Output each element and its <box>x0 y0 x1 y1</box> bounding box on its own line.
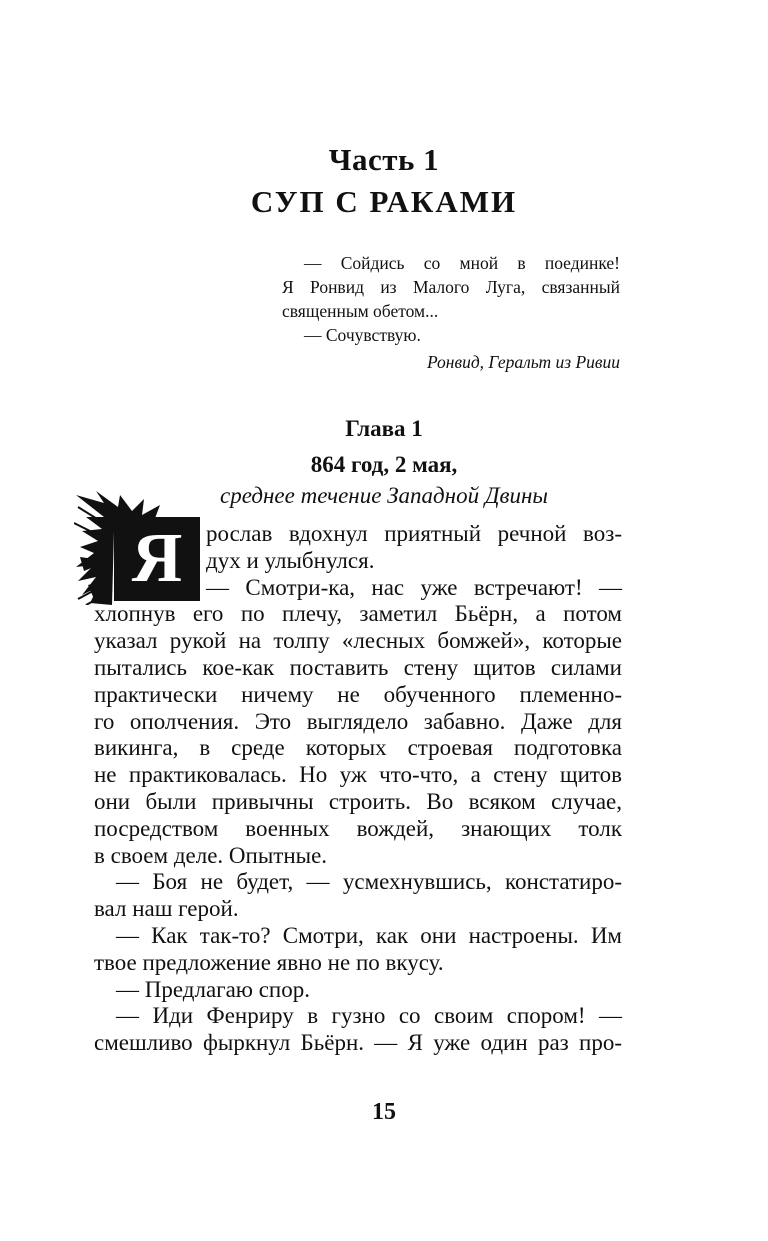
text-line: го ополчения. Это выглядело забавно. Даже для <box>94 708 622 734</box>
text-line: — Иди Фенриру в гузно со своим спором! — <box>116 1003 622 1029</box>
text-line: вал наш герой. <box>94 896 239 922</box>
text-line: — Как так-то? Смотри, как они настроены. Им <box>116 922 622 948</box>
epigraph <box>282 251 620 374</box>
chapter-date: 864 год, 2 мая, <box>310 452 458 477</box>
text-line: в своем деле. Опытные. <box>94 842 328 868</box>
epigraph-line: Я Ронвид из Малого Луга, связанный <box>282 277 620 297</box>
text-line: — Предлагаю спор. <box>116 976 310 1002</box>
text-line: хлопнув его по плечу, заметил Бьёрн, а потом <box>94 601 622 627</box>
text-line: смешливо фыркнул Бьёрн. — Я уже один раз про- <box>94 1030 622 1056</box>
text-line: дух и улыбнулся. <box>206 547 375 573</box>
text-line: не практиковалась. Но уж что-что, а стену щитов <box>94 762 622 788</box>
drop-cap-letter: Я <box>114 517 200 601</box>
epigraph-citation: Ронвид, Геральт из Ривии <box>426 352 620 372</box>
part-heading <box>0 140 768 222</box>
text-line: — Боя не будет, — усмехнувшись, констатиро- <box>116 869 622 895</box>
text-line: твое предложение явно не по вкусу. <box>94 949 444 975</box>
text-line: пытались кое-как поставить стену щитов силами <box>94 654 622 680</box>
page-number: 15 <box>372 1099 396 1125</box>
text-line: указал рукой на толпу «лесных бомжей», которые <box>94 628 622 654</box>
text-line: — Смотри-ка, нас уже встречают! — <box>206 574 622 600</box>
body-text <box>94 521 622 1057</box>
epigraph-line: — Сойдись со мной в поединке! <box>304 253 620 273</box>
part-title: СУП С РАКАМИ <box>250 184 518 219</box>
text-line: они были привычны строить. Во всяком случае, <box>94 788 622 814</box>
chapter-number: Глава 1 <box>345 416 423 441</box>
chapter-place: среднее течение Западной Двины <box>220 483 548 508</box>
text-line: практически ничему не обученного племенно- <box>94 681 622 707</box>
epigraph-line: священным обетом... <box>282 301 439 321</box>
text-line: викинга, в среде которых строевая подготовка <box>94 735 622 761</box>
text-line: посредством военных вождей, знающих толк <box>94 815 622 841</box>
epigraph-line: — Сочувствую. <box>304 325 421 345</box>
text-line: рослав вдохнул приятный речной воз- <box>206 521 622 546</box>
part-number: Часть 1 <box>328 142 440 177</box>
